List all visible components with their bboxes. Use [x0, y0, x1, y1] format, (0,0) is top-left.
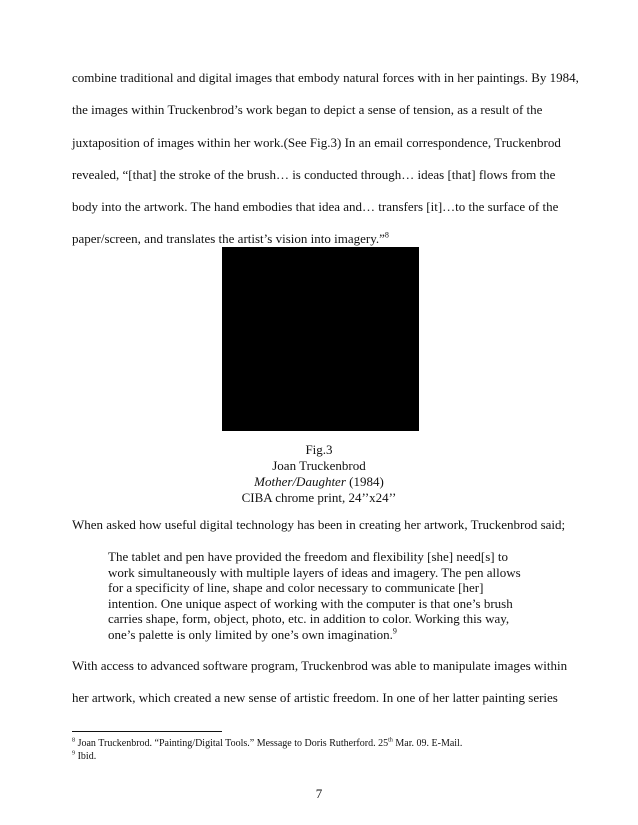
footnote-text: Mar. 09. E-Mail.	[392, 738, 463, 749]
figure-title-line	[0, 474, 638, 490]
paragraph-line: body into the artwork. The hand embodies that idea and… transfers [it]…to the surface of the	[72, 199, 559, 215]
paragraph-line: juxtaposition of images within her work.(See Fig.3) In an email correspondence, Truckenbrod	[72, 134, 561, 150]
paragraph-line: her artwork, which created a new sense of artistic freedom. In one of her latter painting series	[72, 690, 558, 706]
figure-label: Fig.3	[305, 442, 333, 457]
figure-title: Mother/Daughter	[254, 474, 346, 489]
quote-line: intention. One unique aspect of working with the computer is that one’s brush	[108, 595, 513, 611]
quote-line: carries shape, form, object, photo, etc. in addition to color. Working this way,	[108, 611, 510, 626]
footnote-reference: 9	[392, 626, 397, 636]
figure-medium: CIBA chrome print, 24’’x24’’	[241, 490, 397, 505]
block-quote	[108, 549, 528, 642]
page-number: 7	[315, 786, 323, 801]
quote-line	[108, 627, 528, 643]
paragraph-line-text: paper/screen, and translates the artist’s vision into imagery.”	[72, 231, 385, 247]
body-paragraph-1	[72, 62, 582, 256]
paragraph-line: When asked how useful digital technology has been in creating her artwork, Truckenbrod said;	[72, 517, 566, 532]
footnote-text: Ibid.	[75, 751, 97, 762]
quote-line: The tablet and pen have provided the freedom and flexibility [she] need[s] to	[108, 549, 508, 564]
footnote-9	[72, 750, 592, 763]
paragraph-line: With access to advanced software program, Truckenbrod was able to manipulate images within	[72, 658, 568, 673]
footnotes	[72, 737, 592, 763]
footnote-divider	[72, 731, 222, 732]
paragraph-line: revealed, “[that] the stroke of the brush… is conducted through… ideas [that] flows from the	[72, 166, 556, 182]
figure-caption	[0, 442, 638, 506]
figure-artist: Joan Truckenbrod	[272, 458, 366, 473]
figure-image-placeholder	[222, 247, 419, 431]
footnote-number: 8	[72, 736, 76, 744]
quote-line-text: one’s palette is only limited by one’s own imagination.	[108, 626, 393, 642]
body-paragraph-2	[72, 509, 582, 541]
quote-line: work simultaneously with multiple layers of ideas and imagery. The pen allows	[108, 564, 521, 580]
footnote-reference: 8	[384, 231, 389, 241]
footnote-superscript: th	[388, 736, 393, 744]
paragraph-line: combine traditional and digital images that embody natural forces with in her paintings. By 1984,	[72, 70, 579, 85]
footnote-number: 9	[72, 749, 76, 757]
figure-year: (1984)	[345, 474, 384, 489]
body-paragraph-3	[72, 650, 582, 715]
paragraph-line: the images within Truckenbrod’s work began to depict a sense of tension, as a result of the	[72, 102, 543, 118]
footnote-text: Joan Truckenbrod. “Painting/Digital Tools.” Message to Doris Rutherford. 25	[75, 738, 389, 749]
footnote-8	[72, 737, 592, 750]
quote-line: for a specificity of line, shape and color necessary to communicate [her]	[108, 580, 484, 595]
